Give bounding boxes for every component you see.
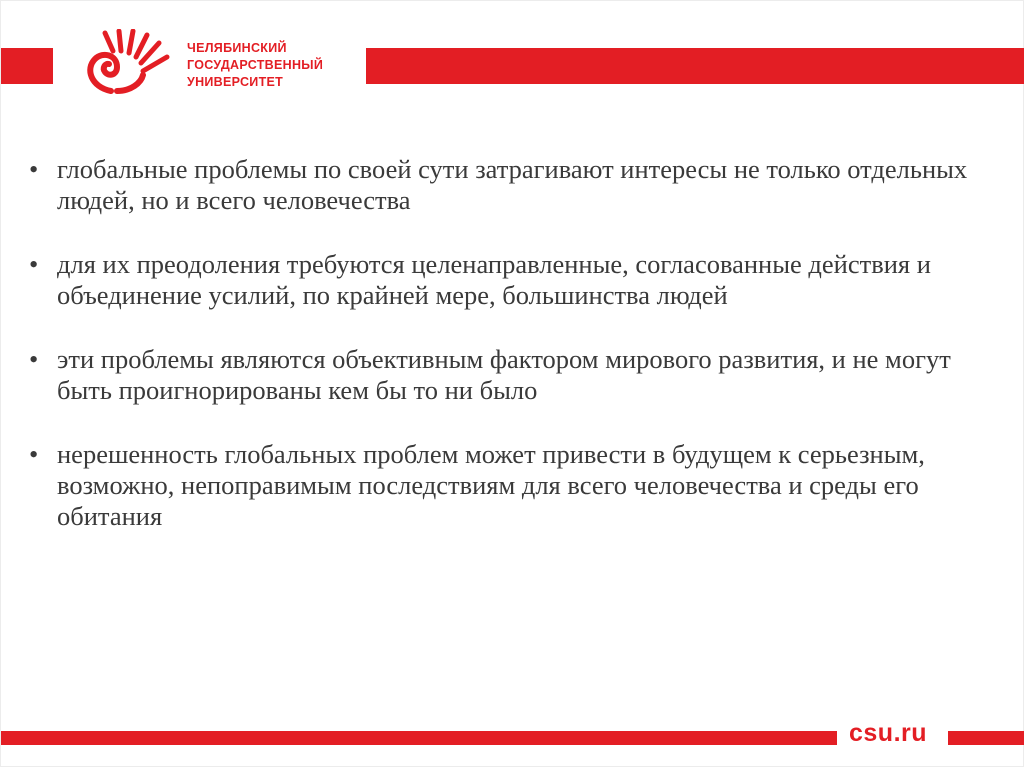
header-bar-right [366,48,1024,84]
university-name-line-1: ЧЕЛЯБИНСКИЙ [187,41,287,55]
list-item-text: для их преодоления требуются целенаправленные, согласованные действия и объединение усилий, по крайней мере, большинства людей [57,249,931,310]
bullet-list [29,154,991,565]
university-logo-icon [81,29,175,99]
list-item-text: нерешенность глобальных проблем может привести в будущем к серьезным, возможно, непоправимым последствиям для всего человечества и среды его обитания [57,439,925,531]
list-item-text: глобальные проблемы по своей сути затрагивают интересы не только отдельных людей, но и всего человечества [57,154,968,215]
bullet-marker: • [29,154,39,184]
bullet-marker: • [29,439,39,469]
list-item [29,439,991,532]
list-item-text: эти проблемы являются объективным фактором мирового развития, и не могут быть проигнорированы кем бы то ни было [57,344,951,405]
list-item [29,344,991,406]
footer-url-link[interactable]: csu.ru [849,719,928,747]
bullet-marker: • [29,344,39,374]
university-name [187,40,323,91]
list-item [29,249,991,311]
footer-bar-right [948,731,1024,745]
footer-bar-left [1,731,837,745]
university-name-line-2: ГОСУДАРСТВЕННЫЙ [187,58,324,72]
university-name-line-3: УНИВЕРСИТЕТ [187,75,284,89]
bullet-marker: • [29,249,39,279]
header-bar-left [1,48,53,84]
list-item [29,154,991,216]
